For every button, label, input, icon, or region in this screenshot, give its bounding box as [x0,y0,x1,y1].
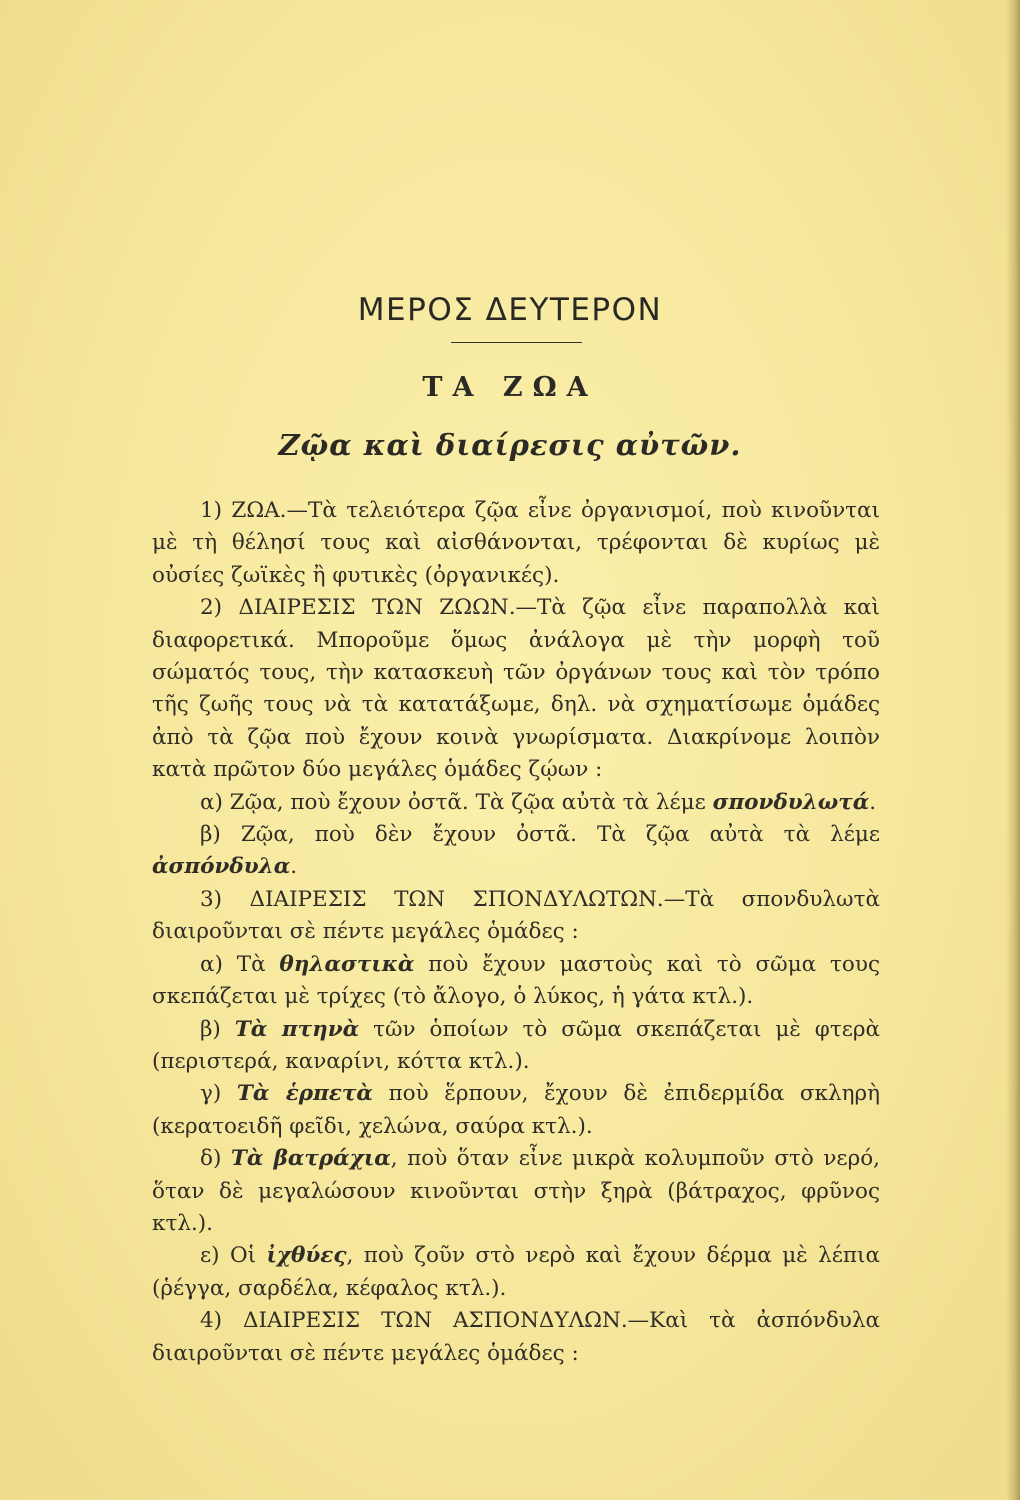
list-item-fish [152,1240,880,1305]
title-divider [451,342,582,343]
paragraph-division-of-animals: 2) ΔΙΑΙΡΕΣΙΣ ΤΩΝ ΖΩΩΝ.—Τὰ ζῷα εἶνε παραπολλὰ καὶ διαφορετικά. Μποροῦμε ὅμως ἀνάλογα μὲ τὴν μορφὴ τοῦ σώματός τους, τὴν κατασκευὴ τῶν ὀργάνων τους καὶ τὸν τρόπο τῆς ζωῆς τους νὰ τὰ κατατάξωμε, δηλ. νὰ σχηματίσωμε ὁμάδες ἀπὸ τὰ ζῷα ποὺ ἔχουν κοινὰ γνωρίσματα. Διακρίνομε λοιπὸν κατὰ πρῶτον δύο μεγάλες ὁμάδες ζῴων : [152,595,880,783]
item-text: β) Ζῷα, ποὺ δὲν ἔχουν ὀστᾶ. Τὰ ζῷα αὐτὰ τὰ λέμε [200,822,880,848]
item-text-end: ποὺ ἔχουν μαστοὺς καὶ τὸ σῶμα τους σκεπάζεται μὲ τρίχες (τὸ ἄλογο, ὁ λύκος, ἡ γάτα κτλ.). [152,951,880,1010]
term-invertebrates: ἀσπόνδυλα [152,854,291,880]
item-text: α) Τὰ [200,951,280,977]
item-text-end: τῶν ὁποίων τὸ σῶμα σκεπάζεται μὲ φτερὰ (περιστερά, καναρίνι, κόττα κτλ.). [152,1016,881,1074]
paragraph-division-of-vertebrates: 3) ΔΙΑΙΡΕΣΙΣ ΤΩΝ ΣΠΟΝΔΥΛΩΤΩΝ.—Τὰ σπονδυλωτὰ διαιροῦνται σὲ πέντε μεγάλες ὁμάδες : [152,886,880,945]
item-text: γ) [200,1081,237,1107]
item-text: ε) Οἱ [200,1243,267,1269]
item-text-end: ποὺ ἕρπουν, ἔχουν δὲ ἐπιδερμίδα σκληρὴ (κερατοειδῆ φεῖδι, χελώνα, σαύρα κτλ.). [152,1081,880,1139]
body-text [152,495,880,1370]
part-title: ΜΕΡΟΣ ΔΕΥΤΕΡΟΝ [357,292,663,328]
item-text: α) Ζῷα, ποὺ ἔχουν ὀστᾶ. Τὰ ζῷα αὐτὰ τὰ λέμε [200,789,713,815]
paragraph-animals: 1) ΖΩΑ.—Τὰ τελειότερα ζῷα εἶνε ὀργανισμοί, ποὺ κινοῦνται μὲ τὴ θέλησί τους καὶ αἰσθάνονται, τρέφονται δὲ κυρίως μὲ οὐσίες ζωϊκὲς ἢ φυτικὲς (ὀργανικές). [152,498,880,588]
term-vertebrates: σπονδυλωτά [712,789,870,815]
term-mammals: θηλαστικὰ [279,951,415,977]
paragraph-division-of-invertebrates: 4) ΔΙΑΙΡΕΣΙΣ ΤΩΝ ΑΣΠΟΝΔΥΛΩΝ.—Καὶ τὰ ἀσπόνδυλα διαιροῦνται σὲ πέντε μεγάλες ὁμάδες : [152,1308,880,1366]
list-item-vertebrates [152,787,880,819]
section-title: ΤΑ ΖΩΑ [422,372,598,403]
list-item-mammals [152,949,880,1014]
term-amphibians: Τὰ βατράχια [230,1146,391,1172]
list-item-birds [152,1014,880,1079]
item-text-end: , ποὺ ὅταν εἶνε μικρὰ κολυμποῦν στὸ νερό, ὅταν δὲ μεγαλώσουν κινοῦνται στὴν ξηρὰ (βάτραχος, φρῦνος κτλ.). [152,1146,880,1236]
item-text: β) [200,1016,235,1042]
term-birds: Τὰ πτηνὰ [234,1016,360,1042]
list-item-amphibians [152,1143,880,1240]
list-item-reptiles [152,1078,880,1143]
item-text: δ) [200,1146,231,1172]
item-text-end: , ποὺ ζοῦν στὸ νερὸ καὶ ἔχουν δέρμα μὲ λέπια (ῥέγγα, σαρδέλα, κέφαλος κτλ.). [152,1243,880,1301]
list-item-invertebrates [152,819,880,884]
chapter-subtitle: Ζῷα καὶ διαίρεσις αὐτῶν. [278,428,742,462]
term-reptiles: Τὰ ἑρπετὰ [236,1081,373,1107]
item-text-end: . [290,854,298,880]
term-fish: ἰχθύες [266,1243,347,1269]
item-text-end: . [869,789,877,815]
